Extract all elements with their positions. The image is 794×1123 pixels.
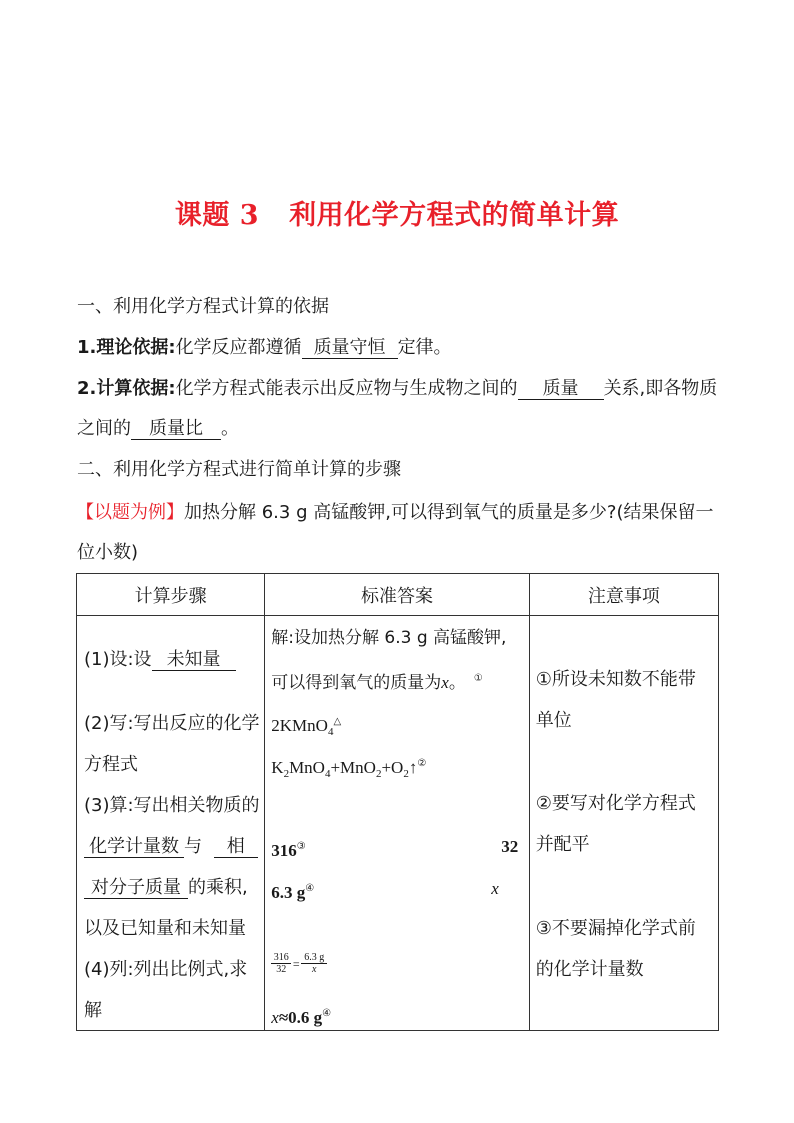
step-4: (4)列:列出比例式,求 xyxy=(84,959,248,980)
blank-answer: 质量守恒 xyxy=(302,338,398,359)
calc-label: 2.计算依据: xyxy=(77,378,176,399)
calc-basis-cont: 之间的 质量比 。 xyxy=(77,418,239,439)
step-3-cont: 化学计量数 与 相 xyxy=(84,835,258,859)
step-3: (3)算:写出相关物质的 xyxy=(84,795,260,816)
unknown-mass: x xyxy=(491,879,499,898)
answer-cell xyxy=(265,616,529,1031)
molar-mass-kmno4: 316③ xyxy=(271,841,306,860)
mark-1: ① xyxy=(473,673,483,684)
example-question-cont: 位小数) xyxy=(77,542,139,563)
theory-basis: 1.理论依据:化学反应都遵循 质量守恒 定律。 xyxy=(77,337,452,358)
steps-cell xyxy=(77,616,265,1031)
result: x≈0.6 g④ xyxy=(271,1008,332,1027)
step-2: (2)写:写出反应的化学 xyxy=(84,713,260,734)
note-1-cont: 单位 xyxy=(535,710,572,731)
fraction-equals: = xyxy=(292,957,300,971)
header-notes: 注意事项 xyxy=(529,574,718,616)
blank-answer: 化学计量数 xyxy=(84,837,184,858)
note-2: ②要写对化学方程式 xyxy=(535,793,696,814)
step-3-cont2: 对分子质量 的乘积, xyxy=(84,876,248,900)
note-1: ①所设未知数不能带 xyxy=(535,669,696,690)
heat-symbol: △ xyxy=(333,716,342,727)
lesson-number: 课题 3 xyxy=(174,200,260,231)
fraction-right: $\frac{6.3 g}{x}$ xyxy=(301,952,327,975)
page-title xyxy=(0,193,794,232)
section1-heading: 一、利用化学方程式计算的依据 xyxy=(77,296,329,317)
blank-answer: 质量比 xyxy=(131,419,221,440)
given-mass: 6.3 g④ xyxy=(271,883,315,902)
notes-cell xyxy=(529,616,718,1031)
step-3-cont3: 以及已知量和未知量 xyxy=(84,918,246,939)
molar-mass-o2: 32 xyxy=(501,837,519,856)
example-question: 【以题为例】加热分解 6.3 g 高锰酸钾,可以得到氧气的质量是多少?(结果保留一 xyxy=(76,502,714,523)
mark-2: ② xyxy=(417,758,427,769)
fraction-left: $\frac{316}{32}$ xyxy=(271,952,291,975)
example-tag: 【以题为例】 xyxy=(76,502,184,523)
calc-basis: 2.计算依据:化学方程式能表示出反应物与生成物之间的 质量 关系,即各物质 xyxy=(77,378,718,399)
note-3-cont: 的化学计量数 xyxy=(535,959,644,980)
lesson-name: 利用化学方程式的简单计算 xyxy=(289,200,620,231)
equation-products: $K_2MnO_4+MnO_2+O_2↑^②$ xyxy=(271,758,427,780)
answer-line-2: 可以得到氧气的质量为x。 ① xyxy=(271,673,483,693)
step-2-cont: 方程式 xyxy=(84,754,138,775)
mark-4: ④ xyxy=(305,883,315,894)
blank-answer: 质量 xyxy=(518,379,604,400)
blank-answer: 对分子质量 xyxy=(84,878,188,899)
header-steps: 计算步骤 xyxy=(77,574,265,616)
step-1: (1)设:设 未知量 xyxy=(84,648,236,672)
blank-answer: 相 xyxy=(214,837,258,858)
equation-reactant: 2KMnO$_4$△ xyxy=(271,716,342,738)
theory-label: 1.理论依据: xyxy=(77,337,176,358)
section2-heading: 二、利用化学方程式进行简单计算的步骤 xyxy=(77,459,401,480)
note-2-cont: 并配平 xyxy=(535,834,590,855)
blank-answer: 未知量 xyxy=(152,650,236,671)
mark-5: ④ xyxy=(322,1008,332,1019)
answer-line-1: 解:设加热分解 6.3 g 高锰酸钾, xyxy=(271,628,507,648)
step-4-cont: 解 xyxy=(84,1000,102,1021)
steps-table xyxy=(76,573,719,1031)
header-answer: 标准答案 xyxy=(265,574,529,616)
note-3: ③不要漏掉化学式前 xyxy=(535,918,696,939)
mark-3: ③ xyxy=(296,841,306,852)
